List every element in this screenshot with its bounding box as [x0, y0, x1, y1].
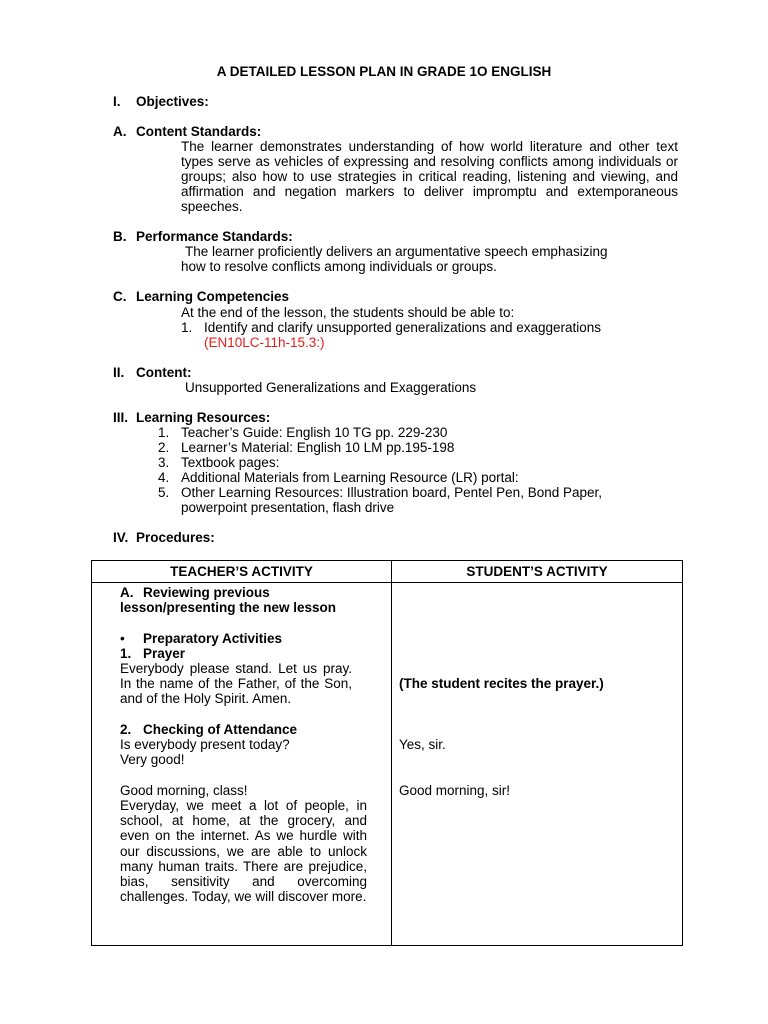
attendance-heading: Checking of Attendance [143, 722, 298, 737]
content-heading: Content: [136, 365, 192, 380]
attendance-question: Is everybody present today? [120, 737, 290, 752]
content-text: Unsupported Generalizations and Exaggerations [185, 380, 477, 395]
resource-number: 1. [158, 425, 170, 440]
resource-number: 4. [158, 470, 170, 485]
learning-competencies-heading: Learning Competencies [136, 289, 290, 304]
performance-standards-line-1: The learner proficiently delivers an argumentative speech emphasizing [185, 244, 608, 259]
table-header-row [92, 561, 683, 583]
student-attendance-response: Yes, sir. [399, 737, 446, 752]
student-greeting-response: Good morning, sir! [399, 783, 511, 798]
competency-text: Identify and clarify unsupported generalizations and exaggerations [204, 320, 602, 335]
resource-item: Other Learning Resources: Illustration board, Pentel Pen, Bond Paper, [181, 485, 603, 500]
content-standards-heading: Content Standards: [136, 124, 262, 139]
procedures-heading: Procedures: [136, 530, 215, 545]
section-letter: A. [120, 585, 134, 600]
resource-item: Learner’s Material: English 10 LM pp.195-198 [181, 440, 455, 455]
prayer-number: 1. [120, 646, 132, 661]
resource-number: 3. [158, 455, 170, 470]
section-heading-line-2: lesson/presenting the new lesson [120, 600, 337, 615]
bullet-icon: • [120, 631, 125, 646]
objectives-number: I. [113, 94, 121, 109]
introduction-paragraph: Everyday, we meet a lot of people, in school, at home, at the grocery, and even on the internet. As we hurdle with our discussions, we are able to unlock many human traits. There are prejudice, bias, sensitivity and overcoming challenges. Today, we will discover more. [120, 798, 367, 905]
performance-standards-letter: B. [113, 229, 127, 244]
resource-item: Textbook pages: [181, 455, 280, 470]
resource-item-continued: powerpoint presentation, flash drive [181, 500, 395, 515]
competency-code: (EN10LC-11h-15.3:) [204, 335, 325, 350]
section-heading-line-1: Reviewing previous [143, 585, 270, 600]
teacher-activity-header: TEACHER’S ACTIVITY [92, 561, 392, 583]
prayer-heading: Prayer [143, 646, 186, 661]
learning-resources-number: III. [113, 410, 129, 425]
student-prayer-response: (The student recites the prayer.) [399, 676, 604, 691]
content-number: II. [113, 365, 125, 380]
content-standards-letter: A. [113, 124, 127, 139]
student-activity-cell [392, 583, 683, 946]
student-activity-header: STUDENT’S ACTIVITY [392, 561, 683, 583]
resource-item: Teacher’s Guide: English 10 TG pp. 229-230 [181, 425, 448, 440]
procedures-number: IV. [113, 530, 129, 545]
teacher-greeting: Good morning, class! [120, 783, 248, 798]
procedures-table [91, 560, 683, 946]
attendance-number: 2. [120, 722, 132, 737]
learning-resources-heading: Learning Resources: [136, 410, 271, 425]
resource-item: Additional Materials from Learning Resource (LR) portal: [181, 470, 519, 485]
performance-standards-line-2: how to resolve conflicts among individuals or groups. [181, 259, 497, 274]
competency-number: 1. [181, 320, 193, 335]
resource-number: 2. [158, 440, 170, 455]
prayer-text: Everybody please stand. Let us pray. In the name of the Father, of the Son, and of the Holy Spirit. Amen. [120, 661, 352, 707]
performance-standards-heading: Performance Standards: [136, 229, 293, 244]
attendance-response: Very good! [120, 752, 185, 767]
page-title: A DETAILED LESSON PLAN IN GRADE 1O ENGLISH [216, 64, 552, 79]
objectives-heading: Objectives: [136, 94, 209, 109]
content-standards-text: The learner demonstrates understanding of how world literature and other text types serve as vehicles of expressing and resolving conflicts among individuals or groups; also how to use strategies in critical reading, listening and viewing, and affirmation and negation markers to deliver impromptu and extemporaneous speeches. [181, 139, 678, 214]
learning-competencies-intro: At the end of the lesson, the students should be able to: [181, 305, 515, 320]
preparatory-activities-heading: Preparatory Activities [143, 631, 283, 646]
learning-competencies-letter: C. [113, 289, 127, 304]
teacher-activity-cell [92, 583, 392, 946]
table-row [92, 583, 683, 946]
resource-number: 5. [158, 485, 170, 500]
